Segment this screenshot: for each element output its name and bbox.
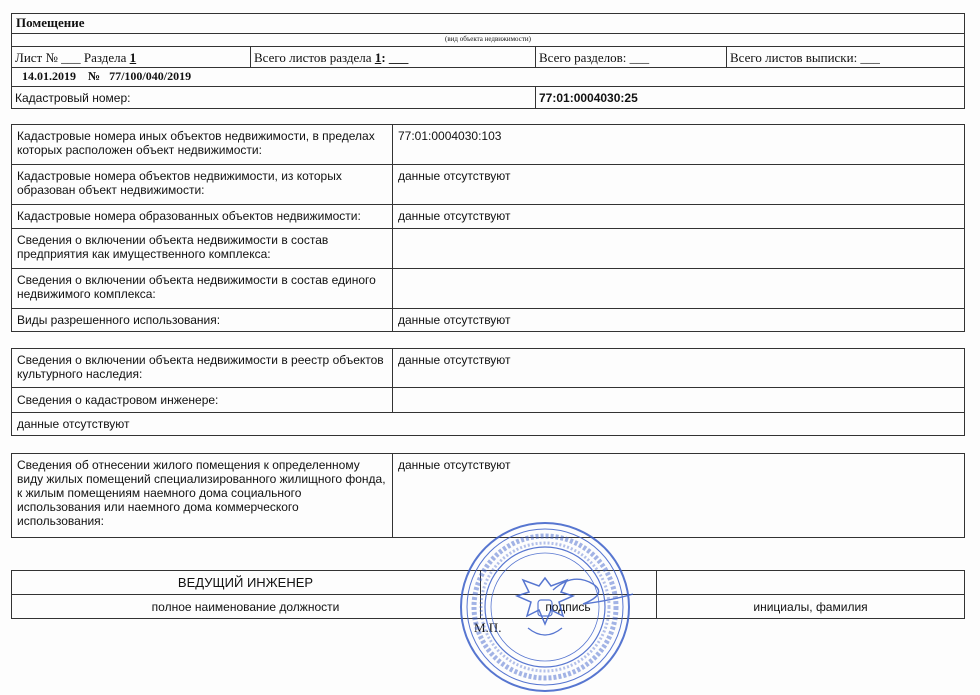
total-sections: Всего разделов: ___ [539,50,650,65]
heritage-value: данные отсутствуют [398,353,511,367]
housing-type-label: Сведения об отнесении жилого помещения к определенному виду жилых помещений специализированного жилищного фонда, к жилым помещениям наемного дома социального использования или наемного дома коммерческого использования: [17,458,386,528]
table-row-label: Виды разрешенного использования: [17,313,221,327]
official-stamp-icon [458,520,633,695]
signature-caption: подпись [545,600,591,614]
table-1-hline [11,308,965,309]
table-row-label: Кадастровые номера образованных объектов недвижимости: [17,209,361,223]
table-2-hline [11,387,965,388]
stamp-inner-ring [485,547,605,667]
header-vline-3 [726,46,727,67]
name-caption: инициалы, фамилия [753,600,868,614]
total-sheets [254,50,408,66]
cadastral-number-value: 77:01:0004030:25 [539,91,638,105]
table-row-label: Сведения о включении объекта недвижимости в состав предприятия как имущественного комплекса: [17,233,329,261]
housing-type-value: данные отсутствуют [398,458,511,472]
header-divider-4 [11,86,965,87]
table-row-value: данные отсутствуют [398,169,511,183]
table-1-hline [11,228,965,229]
table-row-value [393,270,963,276]
total-sheets-label: Всего листов раздела [254,50,372,65]
seal-label: М.П. [474,620,502,635]
table-row-label: Сведения о включении объекта недвижимости в состав единого недвижимого комплекса: [17,273,376,301]
date-number-row [22,69,191,84]
stamp-outer-ring [461,523,629,691]
position-title: ВЕДУЩИЙ ИНЖЕНЕР [177,575,314,590]
table-row-value: данные отсутствуют [398,313,511,327]
sheet-number-label: Лист № ___ Раздела [15,50,127,65]
cadastral-number-label: Кадастровый номер: [15,91,131,105]
total-sheets-value: 1 [374,50,382,65]
sheet-section-value: 1 [129,50,137,65]
object-type-caption: (вид объекта недвижимости) [445,35,531,43]
extract-date: 14.01.2019 [22,69,76,83]
header-divider-1 [11,33,965,34]
table-2-hline [11,412,965,413]
stamp-eagle-tail [528,628,562,635]
header-divider-2 [11,46,965,47]
stamp-text-ring [474,536,616,678]
header-vline-4 [535,86,536,109]
header-vline-1 [250,46,251,67]
position-caption: полное наименование должности [151,600,340,614]
document-number: 77/100/040/2019 [109,69,192,83]
total-extract-sheets: Всего листов выписки: ___ [730,50,880,65]
table-row-label: Кадастровые номера иных объектов недвижимости, в пределах которых расположен объект недвижимости: [17,129,375,157]
cadastral-engineer-label: Сведения о кадастровом инженере: [17,393,219,407]
table-row-label: Кадастровые номера объектов недвижимости, из которых образован объект недвижимости: [17,169,342,197]
sheet-number [15,50,136,66]
stamp-ring [467,529,623,685]
cadastral-engineer-data: данные отсутствуют [17,417,130,431]
heritage-label: Сведения о включении объекта недвижимости в реестр объектов культурного наследия: [17,353,384,381]
table-1-hline [11,268,965,269]
stamp-inner-ring [491,553,599,661]
header-vline-2 [535,46,536,67]
table-row-value: данные отсутствуют [398,209,511,223]
object-type-title: Помещение [16,15,85,30]
table-1-hline [11,164,965,165]
stamp-eagle [517,578,573,624]
number-sign: № [88,69,101,83]
table-1-hline [11,204,965,205]
stamp-text-ring [481,543,609,671]
cadastral-engineer-value [393,390,963,396]
table-row-value: 77:01:0004030:103 [398,129,502,143]
total-sheets-suffix: : ___ [381,50,409,65]
header-divider-3 [11,67,965,68]
table-row-value [393,230,963,236]
